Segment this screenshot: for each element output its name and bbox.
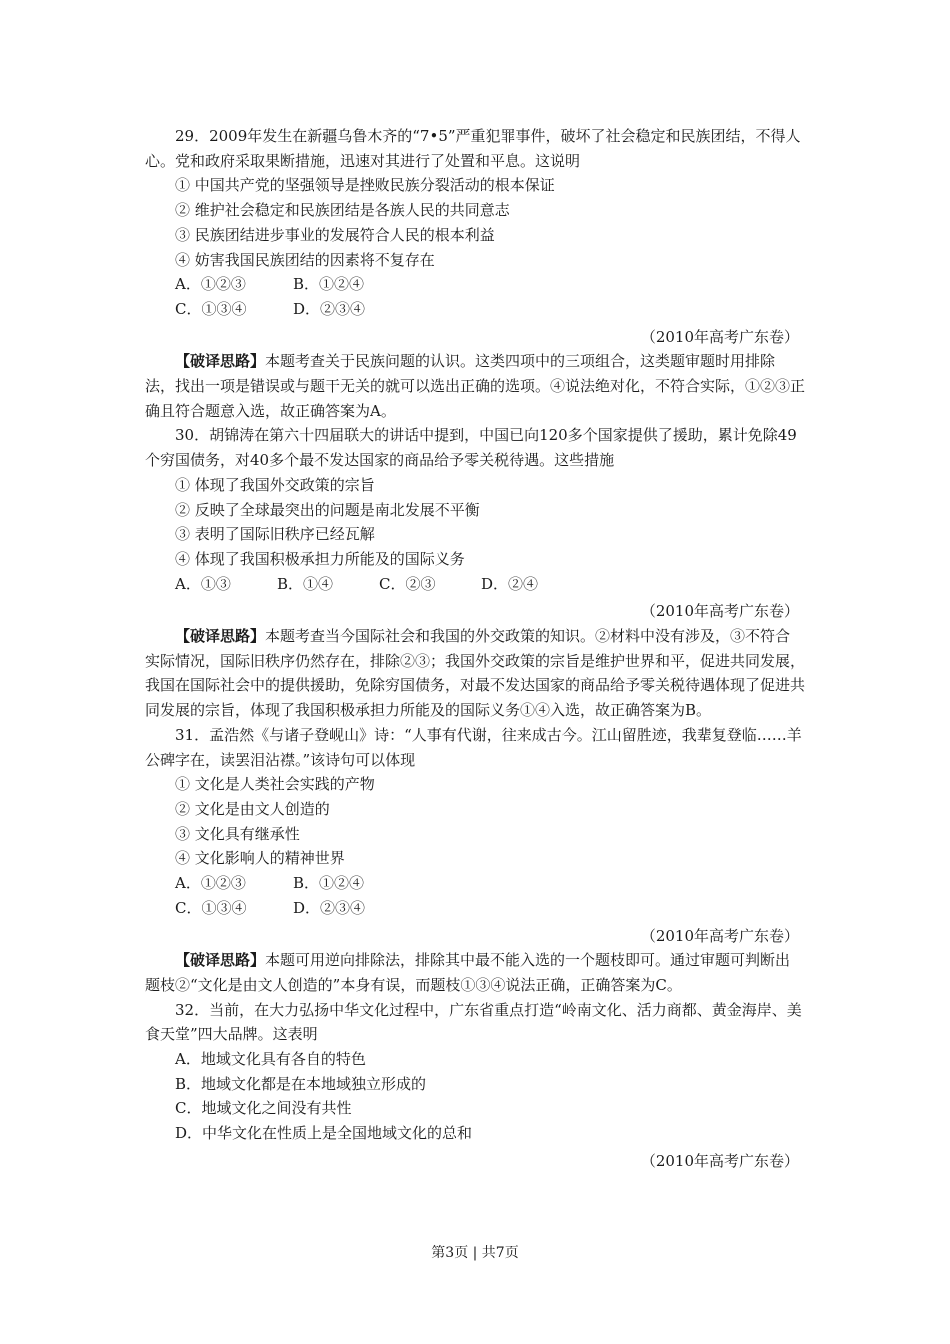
question-31-analysis-text: 本题可用逆向排除法，排除其中最不能入选的一个题枝即可。通过审题可判断出题枝②“文化是由文人创造的”本身有误，而题枝①③④说法正确，正确答案为C。	[145, 951, 791, 994]
question-29-item-4: ④ 妨害我国民族团结的因素将不复存在	[175, 250, 435, 269]
question-32-option-a: A．地域文化具有各自的特色	[175, 1050, 366, 1069]
question-29-item-3: ③ 民族团结进步事业的发展符合人民的根本利益	[175, 225, 495, 244]
question-30-option-d: D．②④	[481, 574, 539, 593]
page-content	[145, 124, 805, 1174]
question-30-analysis	[145, 624, 805, 723]
question-31-option-a: A．①②③	[175, 874, 246, 893]
question-29-options-row-2	[145, 297, 805, 322]
question-29-option-c: C．①③④	[175, 299, 247, 318]
question-32-option-b: B．地域文化都是在本地域独立形成的	[175, 1074, 427, 1093]
question-31-option-b: B．①②④	[293, 874, 365, 893]
question-30-option-c: C．②③	[379, 574, 436, 593]
question-29-item-1: ① 中国共产党的坚强领导是挫败民族分裂活动的根本保证	[175, 176, 555, 195]
question-30-item-3: ③ 表明了国际旧秩序已经瓦解	[175, 525, 375, 544]
question-29-stem: 29．2009年发生在新疆乌鲁木齐的“7•5”严重犯罪事件，破坏了社会稳定和民族团结，不得人心。党和政府采取果断措施，迅速对其进行了处置和平息。这说明	[145, 127, 801, 170]
question-31-source: （2010年高考广东卷）	[640, 926, 799, 945]
question-32-stem: 32．当前，在大力弘扬中华文化过程中，广东省重点打造“岭南文化、活力商都、黄金海岸、美食天堂”四大品牌。这表明	[145, 1000, 802, 1044]
question-31-analysis-label: 【破译思路】	[175, 951, 266, 970]
question-29-option-a: A．①②③	[175, 275, 246, 294]
question-29-analysis-text: 本题考查关于民族问题的认识。这类四项中的三项组合，这类题审题时用排除法，找出一项是错误或与题干无关的就可以选出正确的选项。④说法绝对化，不符合实际，①②③正确且符合题意入选，故正确答案为A。	[145, 352, 806, 420]
question-32-option-c: C．地域文化之间没有共性	[175, 1099, 352, 1118]
question-30-item-1: ① 体现了我国外交政策的宗旨	[175, 475, 375, 494]
question-31-item-3: ③ 文化具有继承性	[175, 824, 300, 843]
question-30-stem: 30．胡锦涛在第六十四届联大的讲话中提到，中国已向120多个国家提供了援助，累计免除49个穷国债务，对40多个最不发达国家的商品给予零关税待遇。这些措施	[145, 426, 797, 470]
question-31-item-4: ④ 文化影响人的精神世界	[175, 849, 345, 868]
question-29-option-d: D．②③④	[293, 299, 366, 318]
question-29-analysis	[145, 349, 805, 423]
question-29-source: （2010年高考广东卷）	[640, 327, 799, 346]
question-30-option-b: B．①④	[277, 574, 334, 593]
question-29-item-2: ② 维护社会稳定和民族团结是各族人民的共同意志	[175, 201, 510, 220]
question-30-analysis-label: 【破译思路】	[175, 627, 266, 646]
question-29-option-b: B．①②④	[293, 275, 365, 294]
question-31-item-2: ② 文化是由文人创造的	[175, 799, 330, 818]
question-29-options-row-1	[145, 272, 805, 297]
question-30-analysis-text: 本题考查当今国际社会和我国的外交政策的知识。②材料中没有涉及，③不符合实际情况，国际旧秩序仍然存在，排除②③；我国外交政策的宗旨是维护世界和平，促进共同发展，我国在国际社会中的提供援助，免除穷国债务，对最不发达国家的商品给予零关税待遇体现了促进共同发展的宗旨，体现了我国积极承担力所能及的国际义务①④入选，故正确答案为B。	[145, 627, 806, 720]
page-footer: 第3页 | 共7页	[431, 1245, 519, 1261]
question-31-options-row-2	[145, 896, 805, 921]
question-30-option-a: A．①③	[175, 574, 231, 593]
question-30-item-4: ④ 体现了我国积极承担力所能及的国际义务	[175, 549, 465, 568]
question-31-option-c: C．①③④	[175, 898, 247, 917]
question-32-source: （2010年高考广东卷）	[640, 1151, 799, 1170]
question-30-source: （2010年高考广东卷）	[640, 602, 799, 621]
question-31-analysis	[145, 948, 805, 997]
question-29-analysis-label: 【破译思路】	[175, 352, 266, 371]
question-30-options-row	[145, 572, 805, 597]
question-32-option-d: D．中华文化在性质上是全国地域文化的总和	[175, 1124, 473, 1143]
question-31-item-1: ① 文化是人类社会实践的产物	[175, 775, 375, 794]
question-31-option-d: D．②③④	[293, 898, 366, 917]
question-30-item-2: ② 反映了全球最突出的问题是南北发展不平衡	[175, 500, 480, 519]
question-31-options-row-1	[145, 871, 805, 896]
question-31-stem: 31．孟浩然《与诸子登岘山》诗：“人事有代谢，往来成古今。江山留胜迹，我辈复登临……羊公碑字在，读罢泪沾襟。”该诗句可以体现	[145, 725, 802, 769]
